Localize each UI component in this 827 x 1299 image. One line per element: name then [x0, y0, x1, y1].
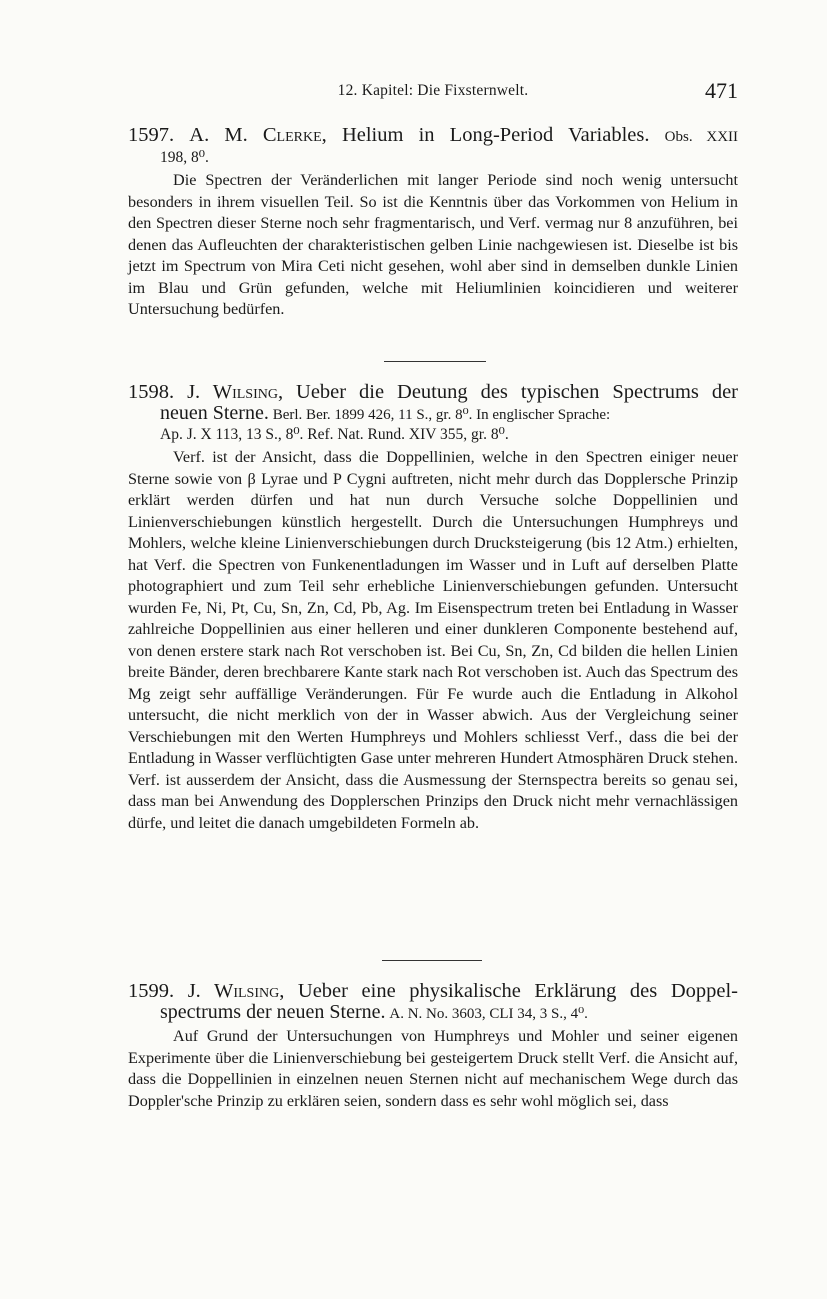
entry-reference: Obs. XXII [664, 129, 739, 145]
entry-heading [128, 124, 738, 148]
entry-number: 1599. [128, 980, 175, 1002]
entry-title-cont [160, 403, 738, 425]
running-header [128, 78, 738, 106]
entry-title: Ueber eine physikalische Erklärung des Doppel- [297, 980, 738, 1002]
entry-reference: Berl. Ber. 1899 426, 11 S., gr. 8⁰. In englischer Sprache: [272, 407, 611, 423]
entry-title-line2: neuen Sterne. [160, 402, 269, 424]
entry-body: Verf. ist der Ansicht, dass die Doppellinien, welche in den Spectren einiger neuer Sterne sowie von β Lyrae und P Cygni auftreten, nicht mehr durch das Dopplersche Prinzip erklärt werden dürfen und hat nun durch Versuche solche Doppellinien und Linienverschiebungen künstlich hergestellt. Durch die Untersuchungen Humphreys und Mohlers, welche kleine Linienverschiebungen durch Drucksteigerung (bis 12 Atm.) erhielten, hat Verf. die Spectren von Funkenentladungen im Wasser und in Luft auf derselben Platte photographiert und zum Teil sehr erhebliche Linienverschiebungen gefunden. Untersucht wurden Fe, Ni, Pt, Cu, Sn, Zn, Cd, Pb, Ag. Im Eisenspectrum treten bei Entladung in Wasser zahlreiche Doppellinien aus einer helleren und einer dunkleren Componente bestehend auf, von denen erstere stark nach Rot verschoben ist. Bei Cu, Sn, Zn, Cd bilden die hellen Linien breite Bänder, deren brechbarere Kante stark nach Rot verschoben ist. Auch das Spectrum des Mg zeigt sehr auffällige Veränderungen. Für Fe wurde auch die Entladung in Alkohol untersucht, die nicht merklich von der in Wasser abwich. Aus der Vergleichung seiner Verschiebungen mit den Werten Humphreys und Mohlers schliesst Verf., dass die bei der Entladung in Wasser verflüchtigten Gase unter mehreren Hundert Atmosphären Druck stehen. Verf. ist ausserdem der Ansicht, dass die Ausmessung der Sternspectra bereits so genau sei, dass man bei Anwendung des Dopplerschen Prinzips den Druck nicht mehr vernachlässigen dürfe, und leitet die danach umgebildeten Formeln ab. [128, 448, 738, 832]
entry-1598 [128, 381, 738, 834]
entry-body: Die Spectren der Veränderlichen mit langer Periode sind noch wenig untersucht besonders in ihrem visuellen Teil. So ist die Kenntnis über das Vorkommen von Helium in den Spectren dieser Sterne noch sehr fragmentarisch, und Verf. vermag nur 8 anzuführen, bei denen das Aufleuchten der charakteristischen gelben Linie nachgewiesen ist. Dieselbe ist bis jetzt im Spectrum von Mira Ceti nicht gesehen, wohl aber sind in demselben dunkle Linien im Blau und Grün gefunden, welche mit Heliumlinien koincidieren und weiterer Untersuchung bedürfen. [128, 171, 738, 318]
separator-rule [382, 960, 482, 961]
entry-title: Helium in Long-Period Variables. [341, 124, 650, 146]
entry-reference: A. N. No. 3603, CLI 34, 3 S., 4⁰. [389, 1006, 588, 1022]
page-number: 471 [705, 78, 738, 103]
entry-author: J. Wilsing, [187, 980, 285, 1002]
entry-reference-cont: Ap. J. X 113, 13 S., 8⁰. Ref. Nat. Rund. XIV 355, gr. 8⁰. [160, 426, 509, 443]
entry-1597 [128, 124, 738, 321]
entry-title-cont [160, 1002, 738, 1024]
entry-heading [128, 980, 738, 1002]
separator-rule [384, 361, 486, 362]
entry-author: A. M. Clerke, [189, 124, 327, 146]
entry-reference-cont: 198, 8⁰. [160, 149, 209, 166]
entry-title: Ueber die Deutung des typischen Spectrums der [296, 381, 738, 403]
entry-author: J. Wilsing, [187, 381, 284, 403]
entry-title-line2: spectrums der neuen Sterne. [160, 1001, 386, 1023]
running-title: 12. Kapitel: Die Fixsternwelt. [337, 82, 529, 99]
entry-1599 [128, 980, 738, 1112]
entry-number: 1598. [128, 381, 175, 403]
entry-heading [128, 381, 738, 403]
entry-body: Auf Grund der Untersuchungen von Humphreys und Mohler und seiner eigenen Experimente über die Linienverschiebung bei gesteigertem Druck stellt Verf. die Ansicht auf, dass die Doppellinien in einzelnen neuen Sternen nicht auf mechanischem Wege durch das Doppler'sche Prinzip zu erklären seien, sondern dass es sehr wohl möglich sei, dass [128, 1027, 738, 1110]
entry-number: 1597. [128, 124, 175, 146]
